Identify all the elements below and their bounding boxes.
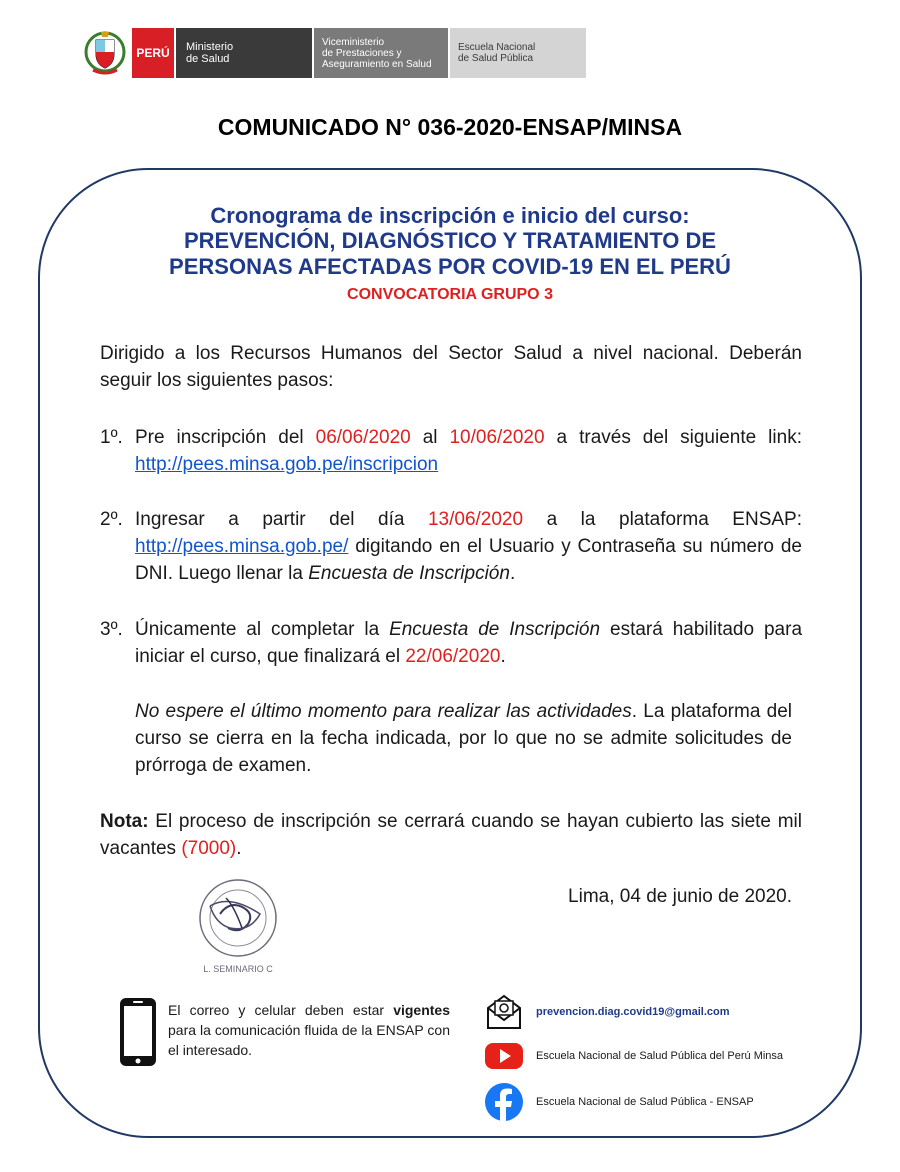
email-icon	[484, 992, 524, 1032]
course-heading	[60, 204, 840, 304]
email-contact	[484, 992, 730, 1032]
contact-notice	[168, 1000, 450, 1060]
seal-caption: L. SEMINARIO C	[203, 964, 273, 974]
viceministerio-logo	[312, 28, 448, 78]
start-date: 06/06/2020	[315, 427, 411, 448]
document-title: COMUNICADO N° 036-2020-ENSAP/MINSA	[217, 114, 683, 140]
contact-notice-a: El correo y celular deben estar	[168, 1002, 394, 1018]
heading-line-2: PREVENCIÓN, DIAGNÓSTICO Y TRATAMIENTO DE	[183, 228, 717, 253]
group-label: CONVOCATORIA GRUPO 3	[347, 286, 553, 303]
peru-logo: PERÚ	[132, 28, 174, 78]
platform-link[interactable]: http://pees.minsa.gob.pe/	[135, 536, 349, 557]
note-label: Nota:	[100, 811, 149, 832]
text-run: Pre inscripción del	[135, 427, 316, 448]
text-run: a la plataforma ENSAP:	[523, 509, 802, 530]
step-3	[100, 616, 802, 670]
heading-line-1: Cronograma de inscripción e inicio del curso:	[210, 203, 690, 228]
vacancy-count: (7000)	[181, 838, 237, 859]
note-end: .	[236, 838, 242, 859]
email-address[interactable]: prevencion.diag.covid19@gmail.com	[536, 1006, 730, 1018]
note-text: El proceso de inscripción se cerrará cuando se hayan cubierto las siete mil vacantes	[100, 811, 802, 859]
step-text	[135, 424, 802, 478]
warning-rest: . La plataforma del curso se cierra en la fecha indicada, por lo que no se admite solicitudes de prórroga de examen.	[135, 701, 793, 776]
step-text	[135, 506, 802, 587]
step-number: 1º.	[100, 427, 123, 448]
platform-date: 13/06/2020	[427, 509, 524, 530]
text-run: estará habilitado para iniciar el curso, que finalizará el	[135, 619, 803, 667]
mobile-phone-icon	[118, 996, 158, 1068]
survey-name: Encuesta de Inscripción	[389, 619, 601, 640]
survey-name: Encuesta de Inscripción	[308, 563, 510, 584]
text-run: .	[509, 563, 516, 584]
end-date: 10/06/2020	[449, 427, 545, 448]
step-2	[100, 506, 802, 587]
text-run: Únicamente al completar la	[135, 619, 390, 640]
facebook-icon	[484, 1082, 524, 1122]
place-and-date: Lima, 04 de junio de 2020.	[568, 886, 792, 907]
note-paragraph	[100, 808, 802, 862]
text-run: .	[500, 646, 506, 667]
text-run: digitando en el Usuario y Contraseña su número de DNI. Luego llenar la	[135, 536, 802, 584]
official-seal-stamp	[190, 876, 286, 976]
step-number: 3º.	[100, 619, 123, 640]
heading-line-3: PERSONAS AFECTADAS POR COVID-19 EN EL PERÚ	[169, 254, 731, 279]
youtube-icon	[484, 1036, 524, 1076]
text-run: al	[410, 427, 450, 448]
contact-notice-bold: vigentes	[393, 1002, 450, 1018]
contact-notice-b: para la comunicación fluida de la ENSAP con el interesado.	[168, 1022, 450, 1058]
step-number: 2º.	[100, 509, 123, 530]
facebook-contact	[484, 1082, 754, 1122]
inscription-link[interactable]: http://pees.minsa.gob.pe/inscripcion	[135, 454, 439, 475]
youtube-channel[interactable]: Escuela Nacional de Salud Pública del Perú Minsa	[536, 1050, 784, 1062]
warning-italic: No espere el último momento para realizar las actividades	[135, 701, 632, 722]
ministerio-label: Ministerio de Salud	[186, 41, 234, 65]
header-logos	[84, 28, 586, 78]
coat-of-arms-icon	[84, 28, 126, 78]
step-1	[100, 424, 802, 478]
text-run: a través del siguiente link:	[544, 427, 802, 448]
intro-paragraph: Dirigido a los Recursos Humanos del Sector Salud a nivel nacional. Deberán seguir los siguientes pasos:	[100, 343, 802, 391]
facebook-page[interactable]: Escuela Nacional de Salud Pública - ENSAP	[536, 1096, 754, 1108]
warning-paragraph	[135, 698, 792, 779]
viceministerio-label: Viceministerio de Prestaciones y Aseguramiento en Salud	[322, 36, 432, 70]
text-run: Ingresar a partir del día	[135, 509, 428, 530]
course-end-date: 22/06/2020	[405, 646, 501, 667]
ministerio-logo	[174, 28, 312, 78]
escuela-label: Escuela Nacional de Salud Pública	[458, 42, 536, 64]
escuela-logo	[448, 28, 586, 78]
step-text	[135, 616, 802, 670]
youtube-contact	[484, 1036, 783, 1076]
